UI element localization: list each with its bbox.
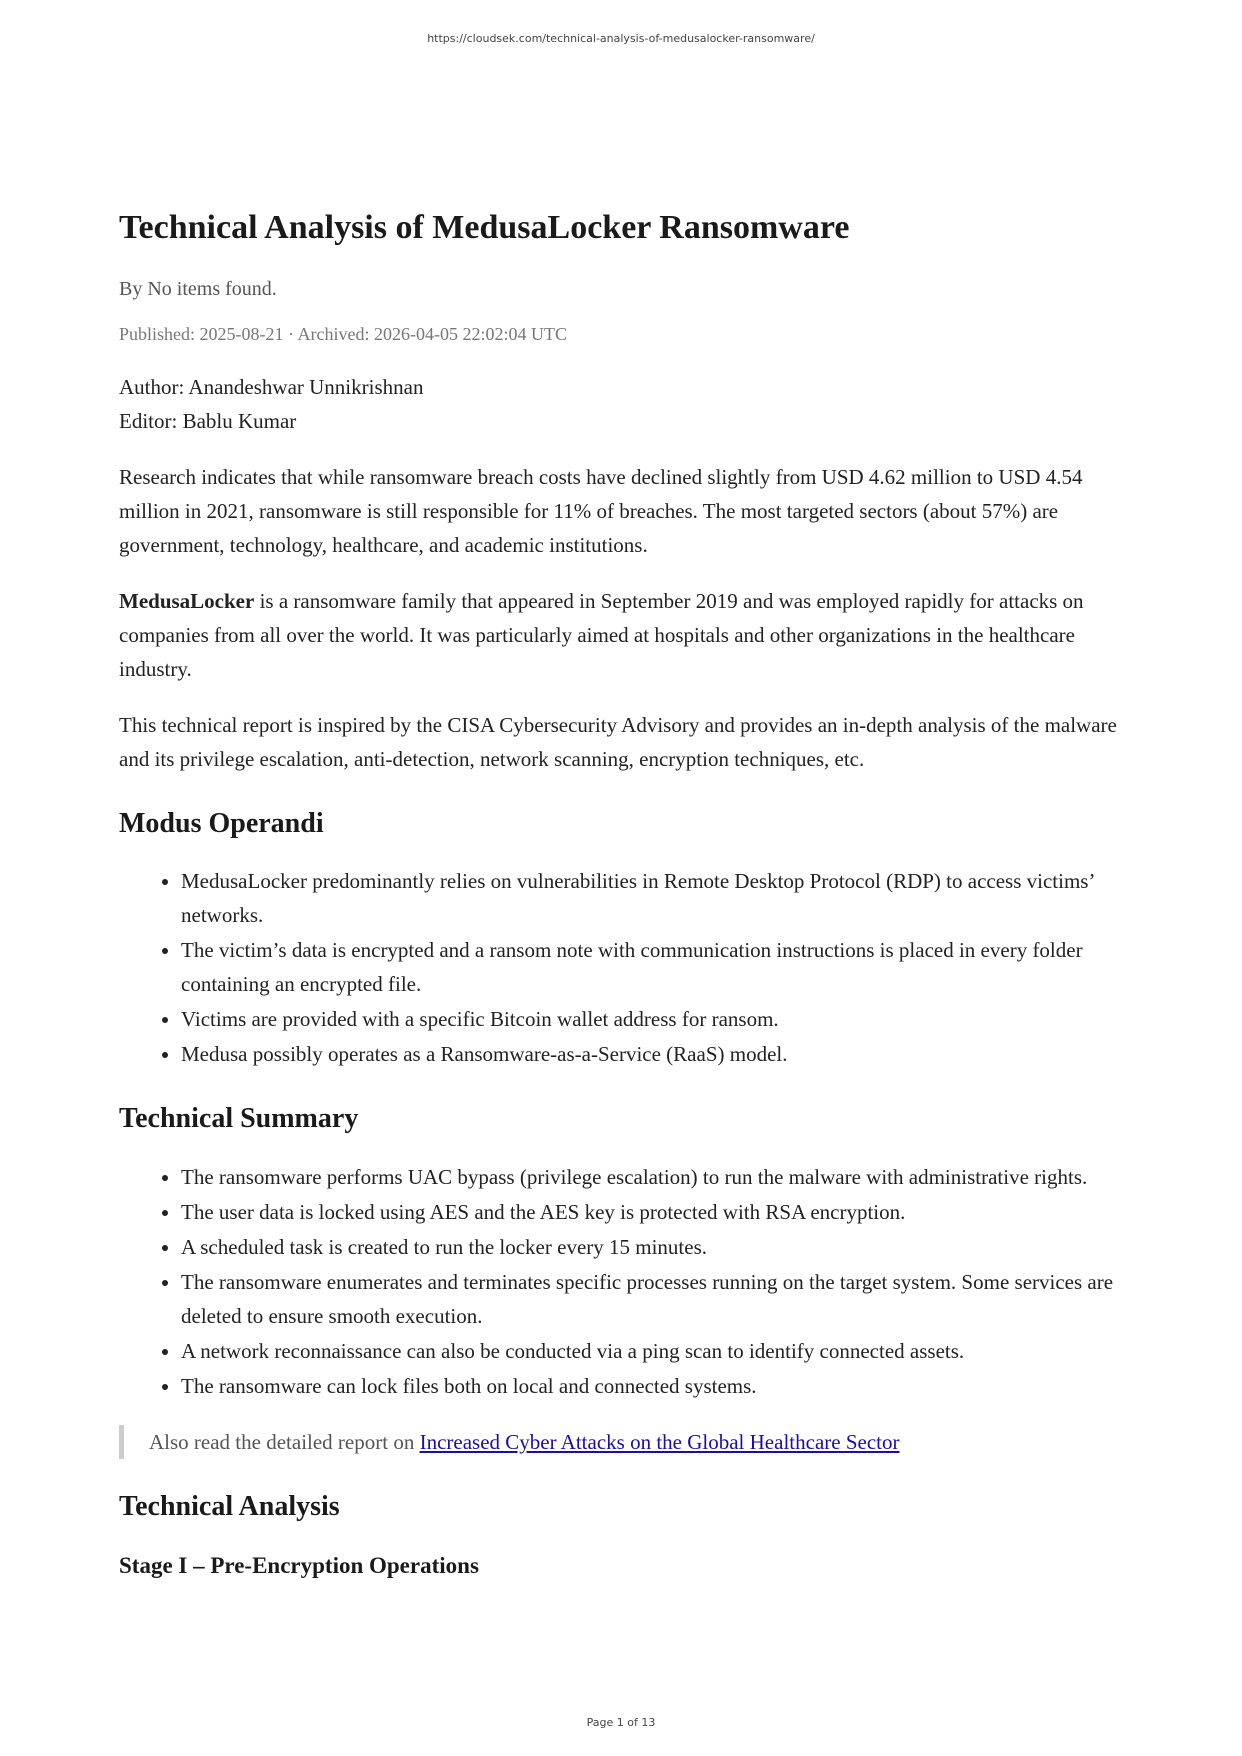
technical-summary-list — [119, 1160, 1123, 1403]
list-item: • The ransomware enumerates and terminates specific processes running on the target system. Some services are deleted to ensure smooth execution. — [181, 1265, 1123, 1333]
list-item: • The victim’s data is encrypted and a ransom note with communication instructions is placed in every folder containing an encrypted file. — [181, 933, 1123, 1001]
list-item: • The ransomware can lock files both on local and connected systems. — [181, 1369, 1123, 1403]
report-paragraph: This technical report is inspired by the CISA Cybersecurity Advisory and provides an in-depth analysis of the malware and its privilege escalation, anti-detection, network scanning, encryption techniques, etc. — [119, 712, 1117, 771]
modus-operandi-list — [119, 864, 1123, 1071]
also-read-prefix: Also read the detailed report on — [149, 1429, 420, 1454]
medusa-paragraph — [119, 584, 1123, 686]
article-title: Technical Analysis of MedusaLocker Ransomware — [119, 209, 850, 246]
page-number: Page 1 of 13 — [586, 1716, 656, 1729]
byline: By No items found. — [119, 277, 277, 300]
also-read-blockquote — [119, 1425, 1123, 1459]
stage-one-heading: Stage I – Pre-Encryption Operations — [119, 1552, 479, 1578]
healthcare-report-link[interactable]: Increased Cyber Attacks on the Global Healthcare Sector — [419, 1429, 900, 1454]
editor-line: Editor: Bablu Kumar — [119, 408, 297, 433]
modus-operandi-heading: Modus Operandi — [119, 807, 324, 839]
publish-meta: Published: 2025-08-21 · Archived: 2026-04-05 22:02:04 UTC — [119, 323, 567, 344]
list-item: • The user data is locked using AES and the AES key is protected with RSA encryption. — [181, 1195, 1123, 1229]
author-line: Author: Anandeshwar Unnikrishnan — [119, 374, 424, 399]
intro-paragraph: Research indicates that while ransomware breach costs have declined slightly from USD 4.62 million to USD 4.54 million in 2021, ransomware is still responsible for 11% of breaches. The most targeted sectors (about 57%) are government, technology, healthcare, and academic institutions. — [119, 464, 1083, 557]
technical-analysis-heading: Technical Analysis — [119, 1490, 340, 1522]
list-item: • MedusaLocker predominantly relies on vulnerabilities in Remote Desktop Protocol (RDP) to access victims’ networks. — [181, 864, 1123, 932]
list-item: • The ransomware performs UAC bypass (privilege escalation) to run the malware with administrative rights. — [181, 1160, 1123, 1194]
credits — [119, 370, 1123, 438]
medusa-bold-term: MedusaLocker — [119, 588, 255, 613]
technical-summary-heading: Technical Summary — [119, 1103, 359, 1135]
list-item: • A scheduled task is created to run the locker every 15 minutes. — [181, 1230, 1123, 1264]
list-item: • A network reconnaissance can also be conducted via a ping scan to identify connected assets. — [181, 1334, 1123, 1368]
article — [119, 208, 1123, 1579]
list-item: • Medusa possibly operates as a Ransomware-as-a-Service (RaaS) model. — [181, 1037, 1123, 1071]
list-item: • Victims are provided with a specific Bitcoin wallet address for ransom. — [181, 1002, 1123, 1036]
medusa-paragraph-text: is a ransomware family that appeared in September 2019 and was employed rapidly for attacks on companies from all over the world. It was particularly aimed at hospitals and other organizations in the healthcare industry. — [119, 588, 1084, 681]
page-url: https://cloudsek.com/technical-analysis-of-medusalocker-ransomware/ — [427, 32, 815, 45]
